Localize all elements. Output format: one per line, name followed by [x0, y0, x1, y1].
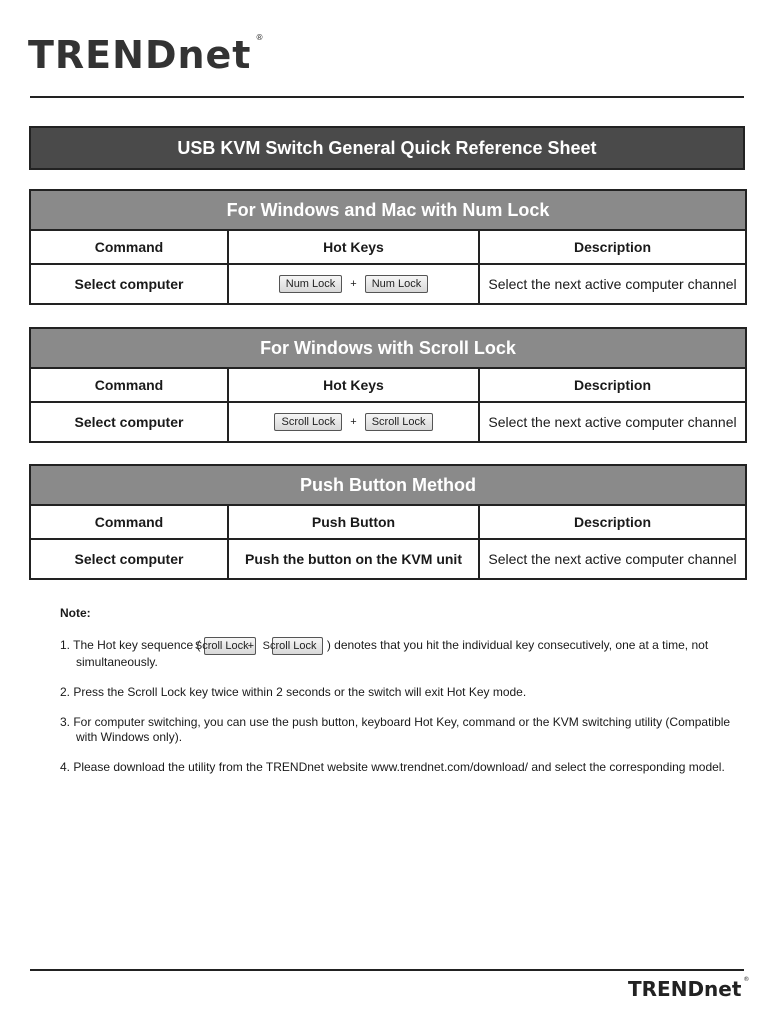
registered-mark: ® [743, 976, 750, 983]
hot-keys-cell [228, 402, 479, 442]
column-header-command: Command [30, 368, 228, 402]
column-header-hot-keys: Hot Keys [228, 230, 479, 264]
note-text: 1. The Hot key sequence ( [60, 638, 201, 653]
scroll-lock-key: Scroll Lock [274, 413, 342, 431]
notes-section [60, 606, 740, 790]
header-divider [30, 96, 744, 98]
column-header-command: Command [30, 505, 228, 539]
column-header-description: Description [479, 368, 746, 402]
footer-logo [628, 976, 750, 1001]
page-title: USB KVM Switch General Quick Reference Sheet [29, 126, 745, 170]
column-header-description: Description [479, 505, 746, 539]
trendnet-logo [28, 33, 264, 77]
command-cell: Select computer [30, 539, 228, 579]
logo-text: TRENDnet [28, 33, 252, 77]
column-header-push-button: Push Button [228, 505, 479, 539]
hot-keys-cell [228, 264, 479, 304]
description-cell: Select the next active computer channel [479, 402, 746, 442]
plus-sign: + [350, 416, 357, 429]
logo-text: TRENDnet [628, 977, 742, 1001]
notes-heading: Note: [60, 606, 91, 620]
command-cell: Select computer [30, 264, 228, 304]
command-cell: Select computer [30, 402, 228, 442]
num-lock-table [29, 189, 747, 305]
section-heading: For Windows and Mac with Num Lock [30, 190, 746, 230]
column-header-description: Description [479, 230, 746, 264]
push-button-table [29, 464, 747, 580]
note-item-1 [60, 637, 740, 670]
section-heading: For Windows with Scroll Lock [30, 328, 746, 368]
note-item-3: 3. For computer switching, you can use the push button, keyboard Hot Key, command or the KVM switching utility (Compatible with Windows only). [60, 715, 731, 744]
num-lock-key: Num Lock [365, 275, 429, 293]
description-cell: Select the next active computer channel [479, 264, 746, 304]
note-item-2: 2. Press the Scroll Lock key twice within 2 seconds or the switch will exit Hot Key mode. [60, 685, 527, 699]
column-header-hot-keys: Hot Keys [228, 368, 479, 402]
note-item-4: 4. Please download the utility from the TRENDnet website www.trendnet.com/download/ and select the corresponding model. [60, 760, 725, 774]
num-lock-key: Num Lock [279, 275, 343, 293]
footer-divider [30, 969, 744, 971]
section-heading: Push Button Method [30, 465, 746, 505]
scroll-lock-key: Scroll Lock [365, 413, 433, 431]
column-header-command: Command [30, 230, 228, 264]
push-button-cell: Push the button on the KVM unit [228, 539, 479, 579]
plus-sign: + [350, 278, 357, 291]
scroll-lock-table [29, 327, 747, 443]
scroll-lock-key: Scroll Lock [204, 637, 256, 655]
note-text: ) denotes that you hit the individual key consecutively, one at a time, not simultaneously. [76, 638, 709, 669]
registered-mark: ® [255, 33, 264, 42]
scroll-lock-key: Scroll Lock [272, 637, 324, 655]
description-cell: Select the next active computer channel [479, 539, 746, 579]
